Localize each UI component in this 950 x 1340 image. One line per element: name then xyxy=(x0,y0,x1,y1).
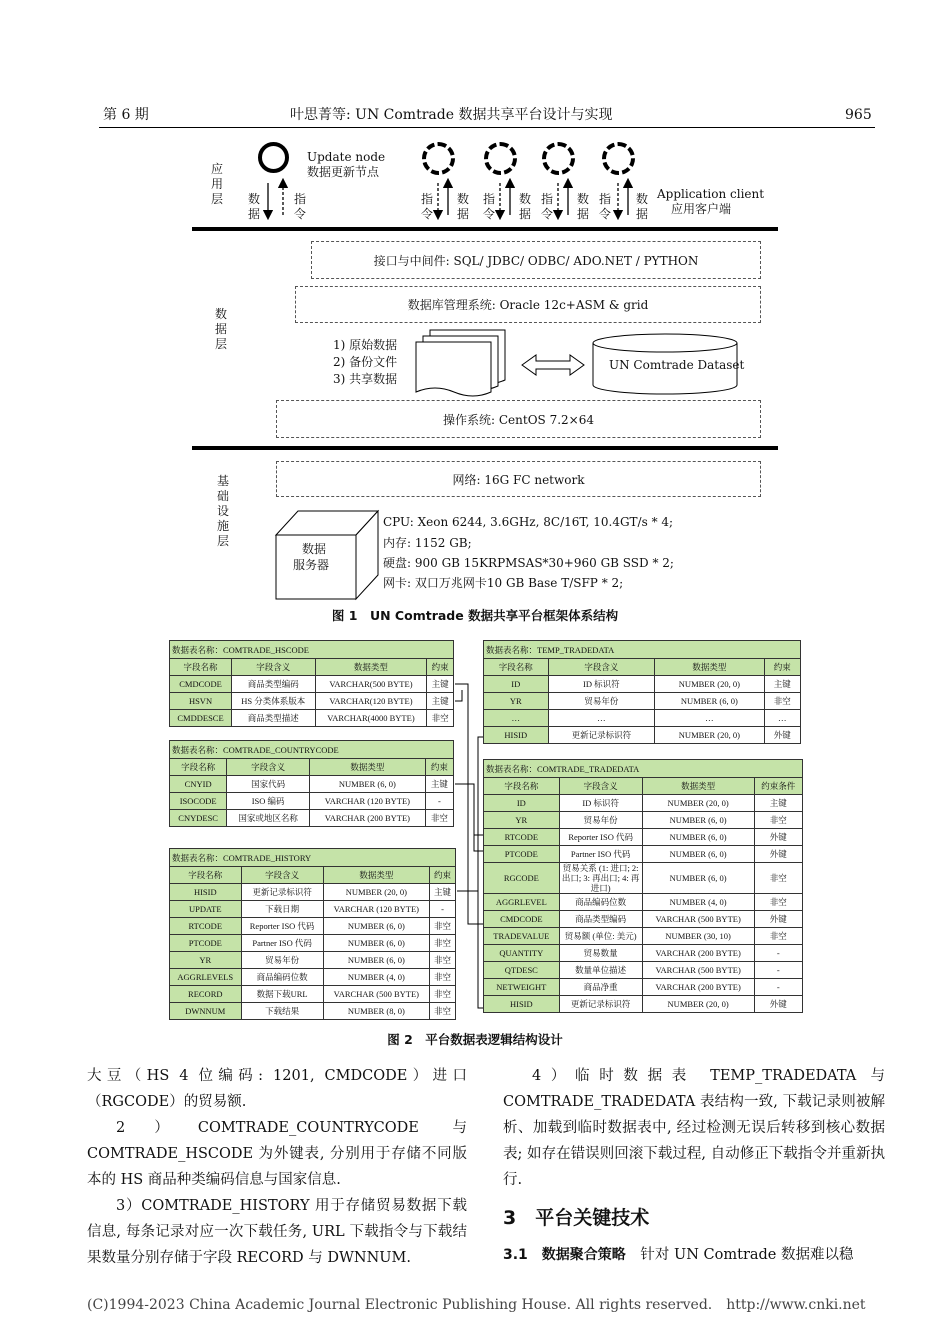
table-cell: NUMBER (6, 0) xyxy=(655,693,764,710)
table-cell: 数据类型 xyxy=(309,759,425,776)
table-cell: 数据类型 xyxy=(323,867,429,884)
table-cell: YR xyxy=(170,952,242,969)
table-cell: 数据表名称：COMTRADE_COUNTRYCODE xyxy=(170,741,454,759)
table-cell: VARCHAR (500 BYTE) xyxy=(642,911,754,928)
table-cell: 字段名称 xyxy=(170,867,242,884)
table-cell: VARCHAR (200 BYTE) xyxy=(642,979,754,996)
table-cell: 商品净重 xyxy=(559,979,642,996)
table-cell: 国家或地区名称 xyxy=(227,810,310,827)
table-cell: NUMBER (20, 0) xyxy=(655,727,764,744)
copyright-footer: (C)1994-2023 China Academic Journal Electronic Publishing House. All rights reserved. http://www.cnki.net xyxy=(87,1297,866,1313)
table-cell: Partner ISO 代码 xyxy=(559,846,642,863)
table-cell: 下载日期 xyxy=(241,901,323,918)
table-cell: 字段名称 xyxy=(170,659,232,676)
spec-disk: 硬盘: 900 GB 15KRPMSAS*30+960 GB SSD * 2; xyxy=(383,556,674,570)
table-cell: YR xyxy=(484,693,549,710)
table-cell: 非空 xyxy=(764,693,800,710)
table-cell: CMDCODE xyxy=(170,676,232,693)
table-cell: CNYDESC xyxy=(170,810,227,827)
client-cmd-label: 指令 xyxy=(420,192,433,221)
table-cell: RTCODE xyxy=(170,918,242,935)
table-cell: NUMBER (30, 10) xyxy=(642,928,754,945)
table-cell: VARCHAR (120 BYTE) xyxy=(323,901,429,918)
table-cell: NUMBER (4, 0) xyxy=(323,969,429,986)
table-cell: NUMBER (6, 0) xyxy=(642,829,754,846)
table-cell: 商品类型编码 xyxy=(232,676,315,693)
table-cell: 字段名称 xyxy=(170,759,227,776)
table-cell: 数据类型 xyxy=(315,659,427,676)
update-data-label: 数据 xyxy=(247,192,260,221)
table-cell: 非空 xyxy=(430,1003,456,1020)
server-label-2: 服务器 xyxy=(293,558,330,572)
table-cell: TRADEVALUE xyxy=(484,928,560,945)
table-cell: 字段含义 xyxy=(232,659,315,676)
table-cell: 字段名称 xyxy=(484,778,560,795)
table-cell: 贸易关系 (1: 进口; 2: 出口; 3: 再出口; 4: 再进口) xyxy=(559,863,642,894)
table-cell: 主键 xyxy=(430,884,456,901)
table-cell: … xyxy=(548,710,655,727)
table-cell: 外键 xyxy=(754,996,802,1013)
left-column xyxy=(87,1063,467,1271)
table-cell: PTCODE xyxy=(484,846,560,863)
table-cell: PTCODE xyxy=(170,935,242,952)
table-cell: - xyxy=(754,945,802,962)
table-cell: RTCODE xyxy=(484,829,560,846)
table-cell: HISID xyxy=(484,996,560,1013)
table-cell: HS 分类体系版本 xyxy=(232,693,315,710)
table-cell: 外键 xyxy=(754,829,802,846)
table-cell: - xyxy=(754,979,802,996)
table-cell: NUMBER (8, 0) xyxy=(323,1003,429,1020)
table-cell: 数据表名称：COMTRADE_HSCODE xyxy=(170,641,454,659)
table-cell: 下载结果 xyxy=(241,1003,323,1020)
spec-memory: 内存: 1152 GB; xyxy=(383,536,472,550)
table-cell: ID 标识符 xyxy=(548,676,655,693)
running-title: 叶思菁等: UN Comtrade 数据共享平台设计与实现 xyxy=(290,107,613,123)
paragraph: 3）COMTRADE_HISTORY 用于存储贸易数据下载信息, 每条记录对应一次下载任务, URL 下载指令与下载结果数量分别存储于字段 RECORD 与 DWNNUM. xyxy=(87,1198,467,1266)
table-cell: NUMBER (6, 0) xyxy=(323,918,429,935)
table-cell: VARCHAR (120 BYTE) xyxy=(309,793,425,810)
table-cell: 主键 xyxy=(427,676,454,693)
table-cell: ISO 编码 xyxy=(227,793,310,810)
table-cell: 非空 xyxy=(425,810,453,827)
table-cell: Reporter ISO 代码 xyxy=(559,829,642,846)
table-cell: 更新记录标识符 xyxy=(548,727,655,744)
section-heading: 3 平台关键技术 xyxy=(503,1207,650,1229)
table-cell: NUMBER (6, 0) xyxy=(642,812,754,829)
table-cell: QTDESC xyxy=(484,962,560,979)
table-cell: … xyxy=(484,710,549,727)
table-cell: 外键 xyxy=(754,846,802,863)
table-cell: 贸易年份 xyxy=(241,952,323,969)
table-cell: 贸易年份 xyxy=(548,693,655,710)
table-cell: 非空 xyxy=(754,812,802,829)
table-cell: 主键 xyxy=(425,776,453,793)
table-cell: 字段含义 xyxy=(548,659,655,676)
table-cell: HISID xyxy=(170,884,242,901)
table-cell: 字段含义 xyxy=(241,867,323,884)
client-data-label: 数据 xyxy=(576,192,589,221)
table-cell: NUMBER (6, 0) xyxy=(323,935,429,952)
table-cell: 非空 xyxy=(430,918,456,935)
table-cell: CMDDESCE xyxy=(170,710,232,727)
table-cell: - xyxy=(754,962,802,979)
table-cell: 数据类型 xyxy=(642,778,754,795)
server-label-1: 数据 xyxy=(302,542,327,556)
app-client-label-cn: 应用客户端 xyxy=(671,202,732,216)
table-cell: 商品类型编码 xyxy=(559,911,642,928)
table-cell: 约束条件 xyxy=(754,778,802,795)
paragraph: 4）临时数据表 TEMP_TRADEDATA 与 COMTRADE_TRADEDATA 表结构一致, 下载记录则被解析、加载到临时数据表中, 经过检测无误后转移到核心数据表; 如存在错误则回滚下载过程, 自动修正下载指令并重新执行. xyxy=(503,1068,885,1188)
spec-cpu: CPU: Xeon 6244, 3.6GHz, 8C/16T, 10.4GT/s * 4; xyxy=(383,515,674,529)
client-data-label: 数据 xyxy=(635,192,648,221)
table-cell: NUMBER (6, 0) xyxy=(642,846,754,863)
doc-item-shared: 3) 共享数据 xyxy=(333,372,398,386)
client-data-label: 数据 xyxy=(518,192,531,221)
figure-1-caption: 图 1 UN Comtrade 数据共享平台框架体系结构 xyxy=(331,608,619,623)
table-cell: NUMBER (6, 0) xyxy=(642,863,754,894)
table-cell: 约束 xyxy=(430,867,456,884)
table-cell: 贸易数量 xyxy=(559,945,642,962)
table-cell: 非空 xyxy=(430,952,456,969)
table-cell: 外键 xyxy=(764,727,800,744)
table-cell: … xyxy=(655,710,764,727)
table-cell: 更新记录标识符 xyxy=(559,996,642,1013)
table-cell: 外键 xyxy=(754,911,802,928)
table-cell: AGGRLEVEL xyxy=(484,894,560,911)
table-cell: 非空 xyxy=(754,928,802,945)
table-cell: ID 标识符 xyxy=(559,795,642,812)
table-cell: 数据表名称：TEMP_TRADEDATA xyxy=(484,641,801,659)
table-cell: VARCHAR(4000 BYTE) xyxy=(315,710,427,727)
table-cell: 数据表名称：COMTRADE_TRADEDATA xyxy=(484,760,803,778)
table-cell: 数量单位描述 xyxy=(559,962,642,979)
table-cell: VARCHAR (500 BYTE) xyxy=(642,962,754,979)
table-cell: Reporter ISO 代码 xyxy=(241,918,323,935)
update-node-label-cn: 数据更新节点 xyxy=(307,165,380,179)
table-cell: CMDCODE xyxy=(484,911,560,928)
table-cell: 字段含义 xyxy=(227,759,310,776)
table-cell: 非空 xyxy=(427,710,454,727)
table-cell: 主键 xyxy=(754,795,802,812)
issue-number: 第 6 期 xyxy=(103,107,149,123)
client-data-label: 数据 xyxy=(456,192,469,221)
table-cell: ISOCODE xyxy=(170,793,227,810)
table-cell: CNYID xyxy=(170,776,227,793)
table-cell: 数据类型 xyxy=(655,659,764,676)
table-cell: VARCHAR (200 BYTE) xyxy=(309,810,425,827)
table-cell: VARCHAR (200 BYTE) xyxy=(642,945,754,962)
network-box: 网络: 16G FC network xyxy=(276,461,761,497)
paragraph: 2）COMTRADE_COUNTRYCODE 与 COMTRADE_HSCODE 为外键表, 分别用于存储不同版本的 HS 商品种类编码信息与国家信息. xyxy=(87,1120,467,1188)
subsection-heading: 3.1 数据聚合策略 xyxy=(503,1247,626,1263)
table-cell: 商品编码位数 xyxy=(241,969,323,986)
table-cell: NUMBER (20, 0) xyxy=(323,884,429,901)
table-cell: NUMBER (6, 0) xyxy=(309,776,425,793)
table-cell: RECORD xyxy=(170,986,242,1003)
table-cell: ID xyxy=(484,795,560,812)
table-cell: 约束 xyxy=(764,659,800,676)
table-cell: 字段名称 xyxy=(484,659,549,676)
table-cell: 主键 xyxy=(764,676,800,693)
table-cell: QUANTITY xyxy=(484,945,560,962)
dbms-box: 数据库管理系统: Oracle 12c+ASM & grid xyxy=(295,286,761,323)
client-cmd-label: 指令 xyxy=(540,192,553,221)
update-node-label-en: Update node xyxy=(307,150,386,164)
doc-item-raw: 1) 原始数据 xyxy=(333,338,398,352)
paragraph: 大豆（HS 4 位编码: 1201, CMDCODE）进口（RGCODE）的贸易额. xyxy=(87,1068,467,1110)
figure-2-caption: 图 2 平台数据表逻辑结构设计 xyxy=(387,1032,563,1047)
table-cell: 非空 xyxy=(754,863,802,894)
table-cell: 数据下载URL xyxy=(241,986,323,1003)
table-cell: AGGRLEVELS xyxy=(170,969,242,986)
subsection-text: 针对 UN Comtrade 数据难以稳 xyxy=(640,1247,854,1263)
client-cmd-label: 指令 xyxy=(598,192,611,221)
app-client-label-en: Application client xyxy=(657,187,765,201)
table-cell: NUMBER (20, 0) xyxy=(642,996,754,1013)
table-cell: 约束 xyxy=(427,659,454,676)
table-cell: 贸易年份 xyxy=(559,812,642,829)
table-cell: NETWEIGHT xyxy=(484,979,560,996)
interface-middleware-box: 接口与中间件: SQL/ JDBC/ ODBC/ ADO.NET / PYTHON xyxy=(311,241,761,279)
table-cell: VARCHAR(120 BYTE) xyxy=(315,693,427,710)
table-cell: UPDATE xyxy=(170,901,242,918)
layer-label-infra: 基础设施层 xyxy=(216,474,229,548)
table-cell: NUMBER (6, 0) xyxy=(323,952,429,969)
table-cell: 商品类型描述 xyxy=(232,710,315,727)
table-cell: 非空 xyxy=(430,935,456,952)
table-cell: 数据表名称：COMTRADE_HISTORY xyxy=(170,849,456,867)
table-cell: VARCHAR (500 BYTE) xyxy=(323,986,429,1003)
table-cell: NUMBER (4, 0) xyxy=(642,894,754,911)
table-cell: Partner ISO 代码 xyxy=(241,935,323,952)
table-cell: - xyxy=(430,901,456,918)
os-box: 操作系统: CentOS 7.2×64 xyxy=(276,400,761,438)
client-cmd-label: 指令 xyxy=(482,192,495,221)
doc-item-backup: 2) 备份文件 xyxy=(333,355,398,369)
table-cell: 非空 xyxy=(430,969,456,986)
table-cell: … xyxy=(764,710,800,727)
table-cell: 贸易额 (单位: 美元) xyxy=(559,928,642,945)
table-cell: - xyxy=(425,793,453,810)
spec-nic: 网卡: 双口万兆网卡10 GB Base T/SFP * 2; xyxy=(383,576,624,590)
table-cell: ID xyxy=(484,676,549,693)
table-cell: RGCODE xyxy=(484,863,560,894)
right-column xyxy=(503,1063,885,1193)
dataset-label: UN Comtrade Dataset xyxy=(609,358,745,372)
table-cell: HSVN xyxy=(170,693,232,710)
table-cell: 字段含义 xyxy=(559,778,642,795)
table-cell: 国家代码 xyxy=(227,776,310,793)
table-cell: 更新记录标识符 xyxy=(241,884,323,901)
table-cell: HISID xyxy=(484,727,549,744)
table-cell: VARCHAR(500 BYTE) xyxy=(315,676,427,693)
table-cell: NUMBER (20, 0) xyxy=(642,795,754,812)
subsection-line xyxy=(503,1243,854,1264)
table-cell: NUMBER (20, 0) xyxy=(655,676,764,693)
table-cell: YR xyxy=(484,812,560,829)
table-cell: DWNNUM xyxy=(170,1003,242,1020)
table-cell: 商品编码位数 xyxy=(559,894,642,911)
table-cell: 约束 xyxy=(425,759,453,776)
page-number: 965 xyxy=(845,107,872,123)
update-cmd-label: 指令 xyxy=(293,192,306,221)
layer-label-data: 数据层 xyxy=(214,307,227,351)
table-cell: 非空 xyxy=(754,894,802,911)
table-cell: 主键 xyxy=(427,693,454,710)
layer-label-app: 应用层 xyxy=(210,162,223,206)
table-cell: 非空 xyxy=(430,986,456,1003)
